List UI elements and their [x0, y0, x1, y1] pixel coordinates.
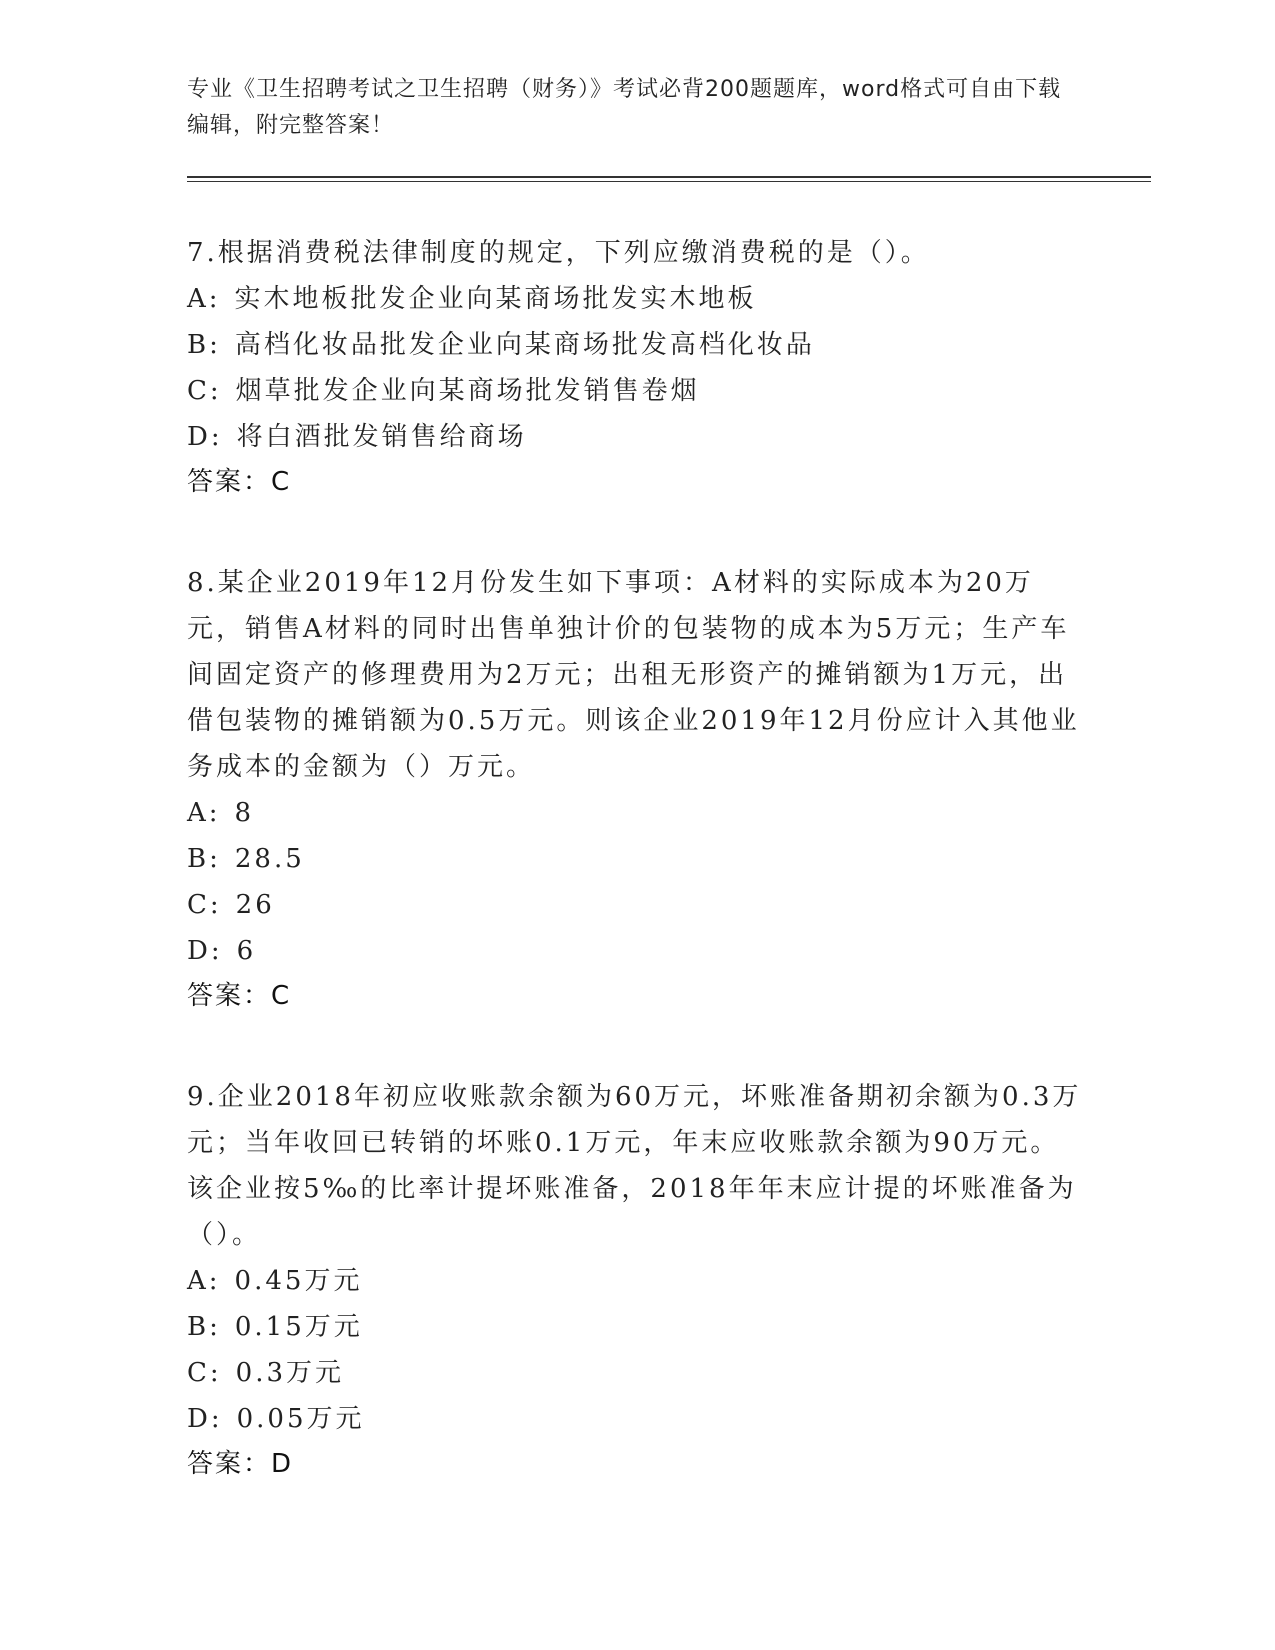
option-a — [187, 276, 1087, 322]
option-text: 0.05万元 — [236, 1404, 365, 1434]
answer-line: 答案：C — [187, 467, 292, 497]
option-b — [187, 322, 1087, 368]
option-key: C: — [187, 890, 222, 920]
option-a — [187, 1258, 1087, 1304]
header-divider-thin — [187, 181, 1151, 182]
document-intro: 专业《卫生招聘考试之卫生招聘（财务）》考试必背200题题库，word格式可自由下载编辑，附完整答案！ — [187, 77, 1062, 138]
option-text: 0.3万元 — [235, 1358, 345, 1388]
option-key: B: — [187, 330, 221, 360]
option-text: 8 — [234, 798, 255, 828]
option-d — [187, 928, 1087, 974]
question-stem: 8.某企业2019年12月份发生如下事项：A材料的实际成本为20万元，销售A材料的同时出售单独计价的包装物的成本为5万元；生产车间固定资产的修理费用为2万元；出租无形资产的摊销额为1万元，出借包装物的摊销额为0.5万元。则该企业2019年12月份应计入其他业务成本的金额为（）万元。 — [187, 568, 1080, 782]
option-text: 高档化妆品批发企业向某商场批发高档化妆品 — [234, 330, 815, 360]
question-spacer — [187, 504, 1087, 560]
option-key: B: — [187, 844, 221, 874]
option-d — [187, 1396, 1087, 1442]
option-c — [187, 882, 1087, 928]
question-8 — [187, 560, 1087, 1018]
option-key: D: — [187, 422, 223, 452]
question-stem: 9.企业2018年初应收账款余额为60万元，坏账准备期初余额为0.3万元；当年收回已转销的坏账0.1万元，年末应收账款余额为90万元。该企业按5‰的比率计提坏账准备，2018年年末应计提的坏账准备为（）。 — [187, 1082, 1082, 1250]
answer-line: 答案：C — [187, 981, 292, 1011]
option-text: 将白酒批发销售给商场 — [236, 422, 527, 452]
question-stem: 7.根据消费税法律制度的规定，下列应缴消费税的是（）。 — [187, 238, 930, 268]
option-c — [187, 1350, 1087, 1396]
option-key: B: — [187, 1312, 221, 1342]
option-key: D: — [187, 936, 223, 966]
option-b — [187, 836, 1087, 882]
question-9 — [187, 1074, 1087, 1486]
option-key: A: — [187, 284, 221, 314]
question-list — [187, 230, 1087, 1486]
option-text: 6 — [236, 936, 257, 966]
option-key: A: — [187, 1266, 221, 1296]
question-7 — [187, 230, 1087, 504]
question-spacer — [187, 1018, 1087, 1074]
option-text: 26 — [235, 890, 275, 920]
option-d — [187, 414, 1087, 460]
option-text: 实木地板批发企业向某商场批发实木地板 — [234, 284, 757, 314]
option-b — [187, 1304, 1087, 1350]
option-key: C: — [187, 1358, 222, 1388]
option-key: D: — [187, 1404, 223, 1434]
option-key: A: — [187, 798, 221, 828]
answer-line: 答案：D — [187, 1449, 294, 1479]
header-divider-thick — [187, 176, 1151, 178]
option-text: 0.45万元 — [234, 1266, 363, 1296]
option-text: 0.15万元 — [234, 1312, 363, 1342]
option-text: 28.5 — [234, 844, 305, 874]
option-c — [187, 368, 1087, 414]
option-key: C: — [187, 376, 222, 406]
option-text: 烟草批发企业向某商场批发销售卷烟 — [235, 376, 700, 406]
option-a — [187, 790, 1087, 836]
